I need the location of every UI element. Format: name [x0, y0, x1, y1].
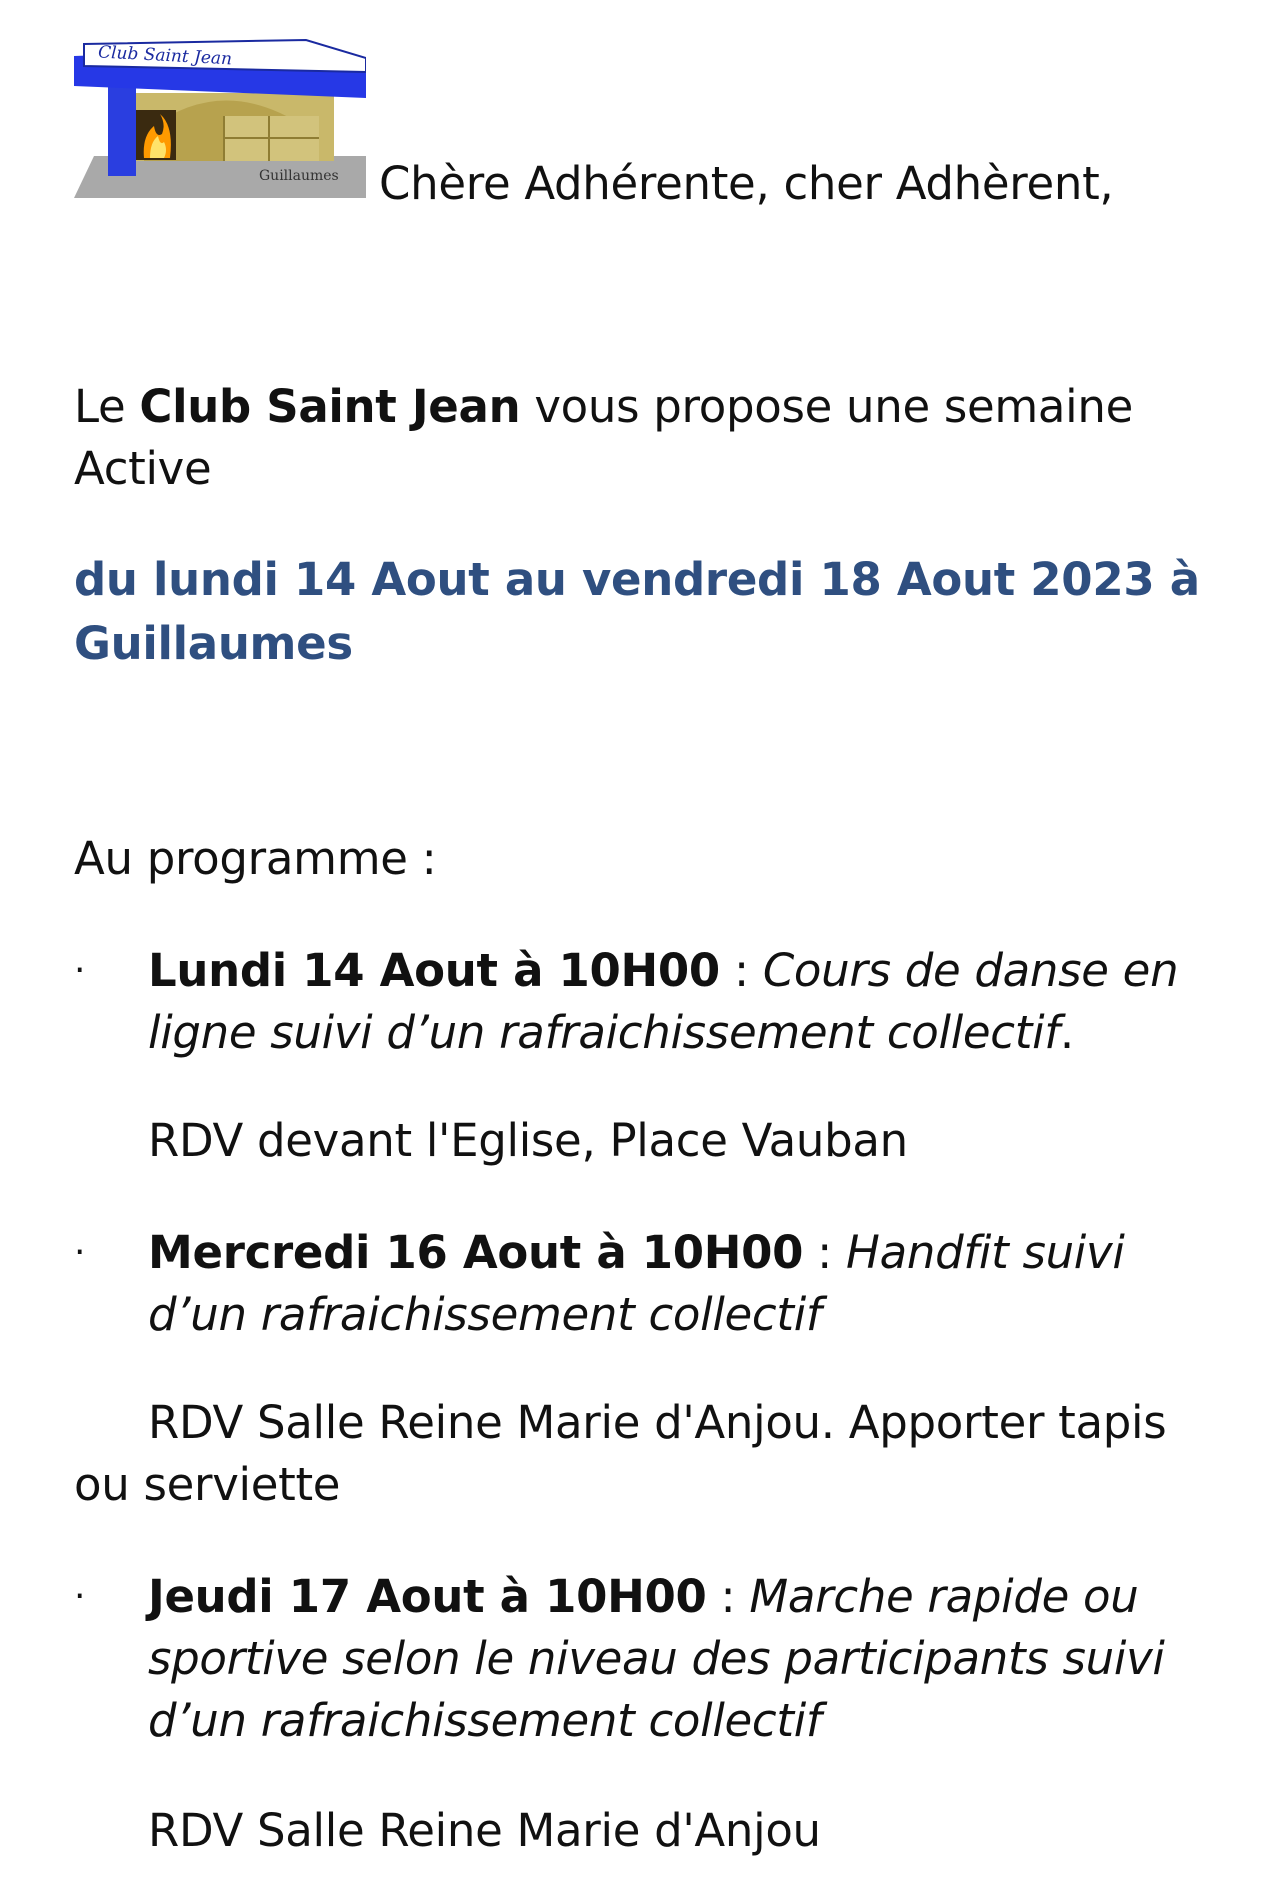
event-activity: Handfit suivi d’un rafraichissement collectif	[148, 1226, 1125, 1341]
club-logo	[74, 38, 366, 198]
event-separator: :	[719, 944, 763, 997]
intro-after: vous propose une semaine Active	[74, 380, 1133, 495]
event-description	[148, 940, 1228, 1064]
club-name: Club Saint Jean	[139, 380, 521, 433]
event-rdv-thursday: RDV Salle Reine Marie d'Anjou	[148, 1804, 821, 1857]
greeting: Chère Adhérente, cher Adhèrent,	[379, 157, 1114, 210]
event-separator: :	[803, 1226, 847, 1279]
logo-title: Club Saint Jean	[97, 42, 233, 70]
programme-heading: Au programme :	[74, 832, 437, 885]
bullet-icon: ·	[74, 1576, 86, 1617]
event-description	[148, 1566, 1228, 1752]
intro-paragraph	[74, 376, 1214, 500]
event-after: .	[1059, 1006, 1074, 1059]
event-separator: :	[706, 1570, 750, 1623]
event-activity: Cours de danse en ligne suivi d’un rafraichissement collectif	[148, 944, 1179, 1059]
bullet-icon: ·	[74, 1232, 86, 1273]
header	[74, 38, 1214, 210]
event-rdv-monday: RDV devant l'Eglise, Place Vauban	[148, 1114, 908, 1167]
logo-subtitle: Guillaumes	[259, 168, 339, 184]
event-day: Mercredi 16 Aout à 10H00	[148, 1226, 804, 1279]
event-activity: Marche rapide ou sportive selon le niveau des participants suivi d’un rafraichissement collectif	[148, 1570, 1165, 1747]
event-day: Lundi 14 Aout à 10H00	[148, 944, 720, 997]
event-day: Jeudi 17 Aout à 10H00	[148, 1570, 707, 1623]
event-rdv-wednesday: RDV Salle Reine Marie d'Anjou. Apporter tapis ou serviette	[74, 1396, 1167, 1511]
intro-before: Le	[74, 380, 140, 433]
event-description	[148, 1222, 1228, 1346]
event-dates: du lundi 14 Aout au vendredi 18 Aout 2023 à Guillaumes	[74, 553, 1200, 670]
bullet-icon: ·	[74, 950, 86, 991]
